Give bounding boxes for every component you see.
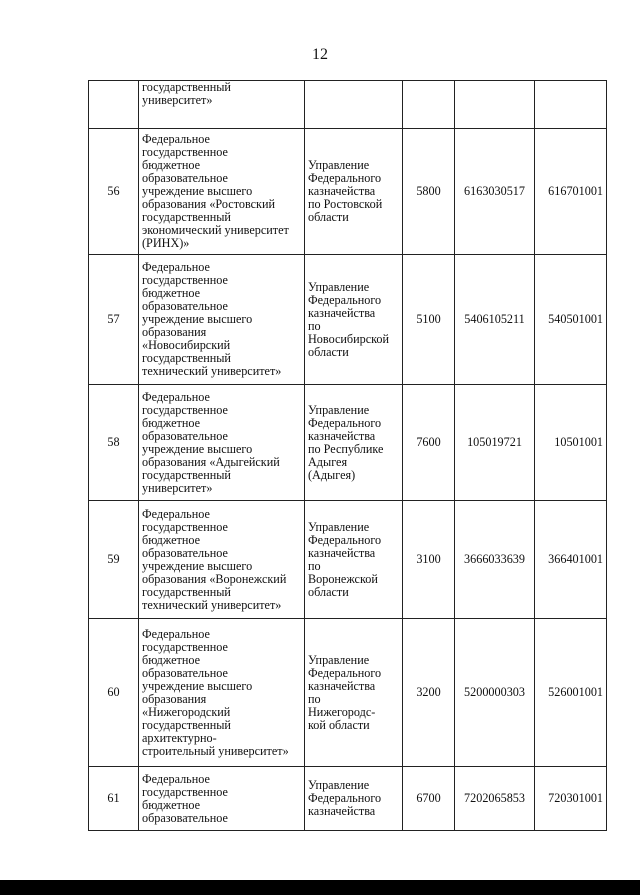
kpp-value: 540501001 [535, 255, 607, 385]
kpp-value: 616701001 [535, 129, 607, 255]
institution-name: Федеральное государственное бюджетное образовательное учреждение высшего образования «Воронежский государственный технический университет» [139, 501, 305, 619]
institutions-table [88, 80, 607, 831]
agency-code: 7600 [403, 385, 455, 501]
table-row [89, 81, 607, 129]
treasury-agency: Управление Федерального казначейства по Республике Адыгея (Адыгея) [305, 385, 403, 501]
institution-name: Федеральное государственное бюджетное образовательное учреждение высшего образования «Адыгейский государственный университет» [139, 385, 305, 501]
treasury-agency: Управление Федерального казначейства по Воронежской области [305, 501, 403, 619]
kpp-value: 366401001 [535, 501, 607, 619]
kpp-value [535, 81, 607, 129]
kpp-value: 720301001 [535, 767, 607, 831]
inn-value [455, 81, 535, 129]
inn-value: 5200000303 [455, 619, 535, 767]
treasury-agency: Управление Федерального казначейства по Ростовской области [305, 129, 403, 255]
kpp-value: 10501001 [535, 385, 607, 501]
row-number: 56 [89, 129, 139, 255]
institution-name: Федеральное государственное бюджетное образовательное учреждение высшего образования «Новосибирский государственный технический университет» [139, 255, 305, 385]
inn-value: 3666033639 [455, 501, 535, 619]
agency-code: 5100 [403, 255, 455, 385]
institution-name: Федеральное государственное бюджетное образовательное [139, 767, 305, 831]
inn-value: 105019721 [455, 385, 535, 501]
treasury-agency: Управление Федерального казначейства по Новосибирской области [305, 255, 403, 385]
inn-value: 6163030517 [455, 129, 535, 255]
institution-name: Федеральное государственное бюджетное образовательное учреждение высшего образования «Нижегородский государственный архитектурно- строительный университет» [139, 619, 305, 767]
agency-code [403, 81, 455, 129]
table-row [89, 255, 607, 385]
treasury-agency [305, 81, 403, 129]
scan-bottom-edge [0, 880, 640, 895]
agency-code: 6700 [403, 767, 455, 831]
row-number: 58 [89, 385, 139, 501]
agency-code: 3200 [403, 619, 455, 767]
row-number: 60 [89, 619, 139, 767]
table-row [89, 501, 607, 619]
page-number: 12 [312, 46, 328, 63]
agency-code: 5800 [403, 129, 455, 255]
row-number [89, 81, 139, 129]
table-row [89, 619, 607, 767]
institution-name: государственный университет» [139, 81, 305, 129]
treasury-agency: Управление Федерального казначейства [305, 767, 403, 831]
row-number: 59 [89, 501, 139, 619]
agency-code: 3100 [403, 501, 455, 619]
table-row [89, 767, 607, 831]
inn-value: 7202065853 [455, 767, 535, 831]
institution-name: Федеральное государственное бюджетное образовательное учреждение высшего образования «Ростовский государственный экономический университет (РИНХ)» [139, 129, 305, 255]
row-number: 61 [89, 767, 139, 831]
table-row [89, 129, 607, 255]
inn-value: 5406105211 [455, 255, 535, 385]
row-number: 57 [89, 255, 139, 385]
kpp-value: 526001001 [535, 619, 607, 767]
table-row [89, 385, 607, 501]
treasury-agency: Управление Федерального казначейства по Нижегородс- кой области [305, 619, 403, 767]
